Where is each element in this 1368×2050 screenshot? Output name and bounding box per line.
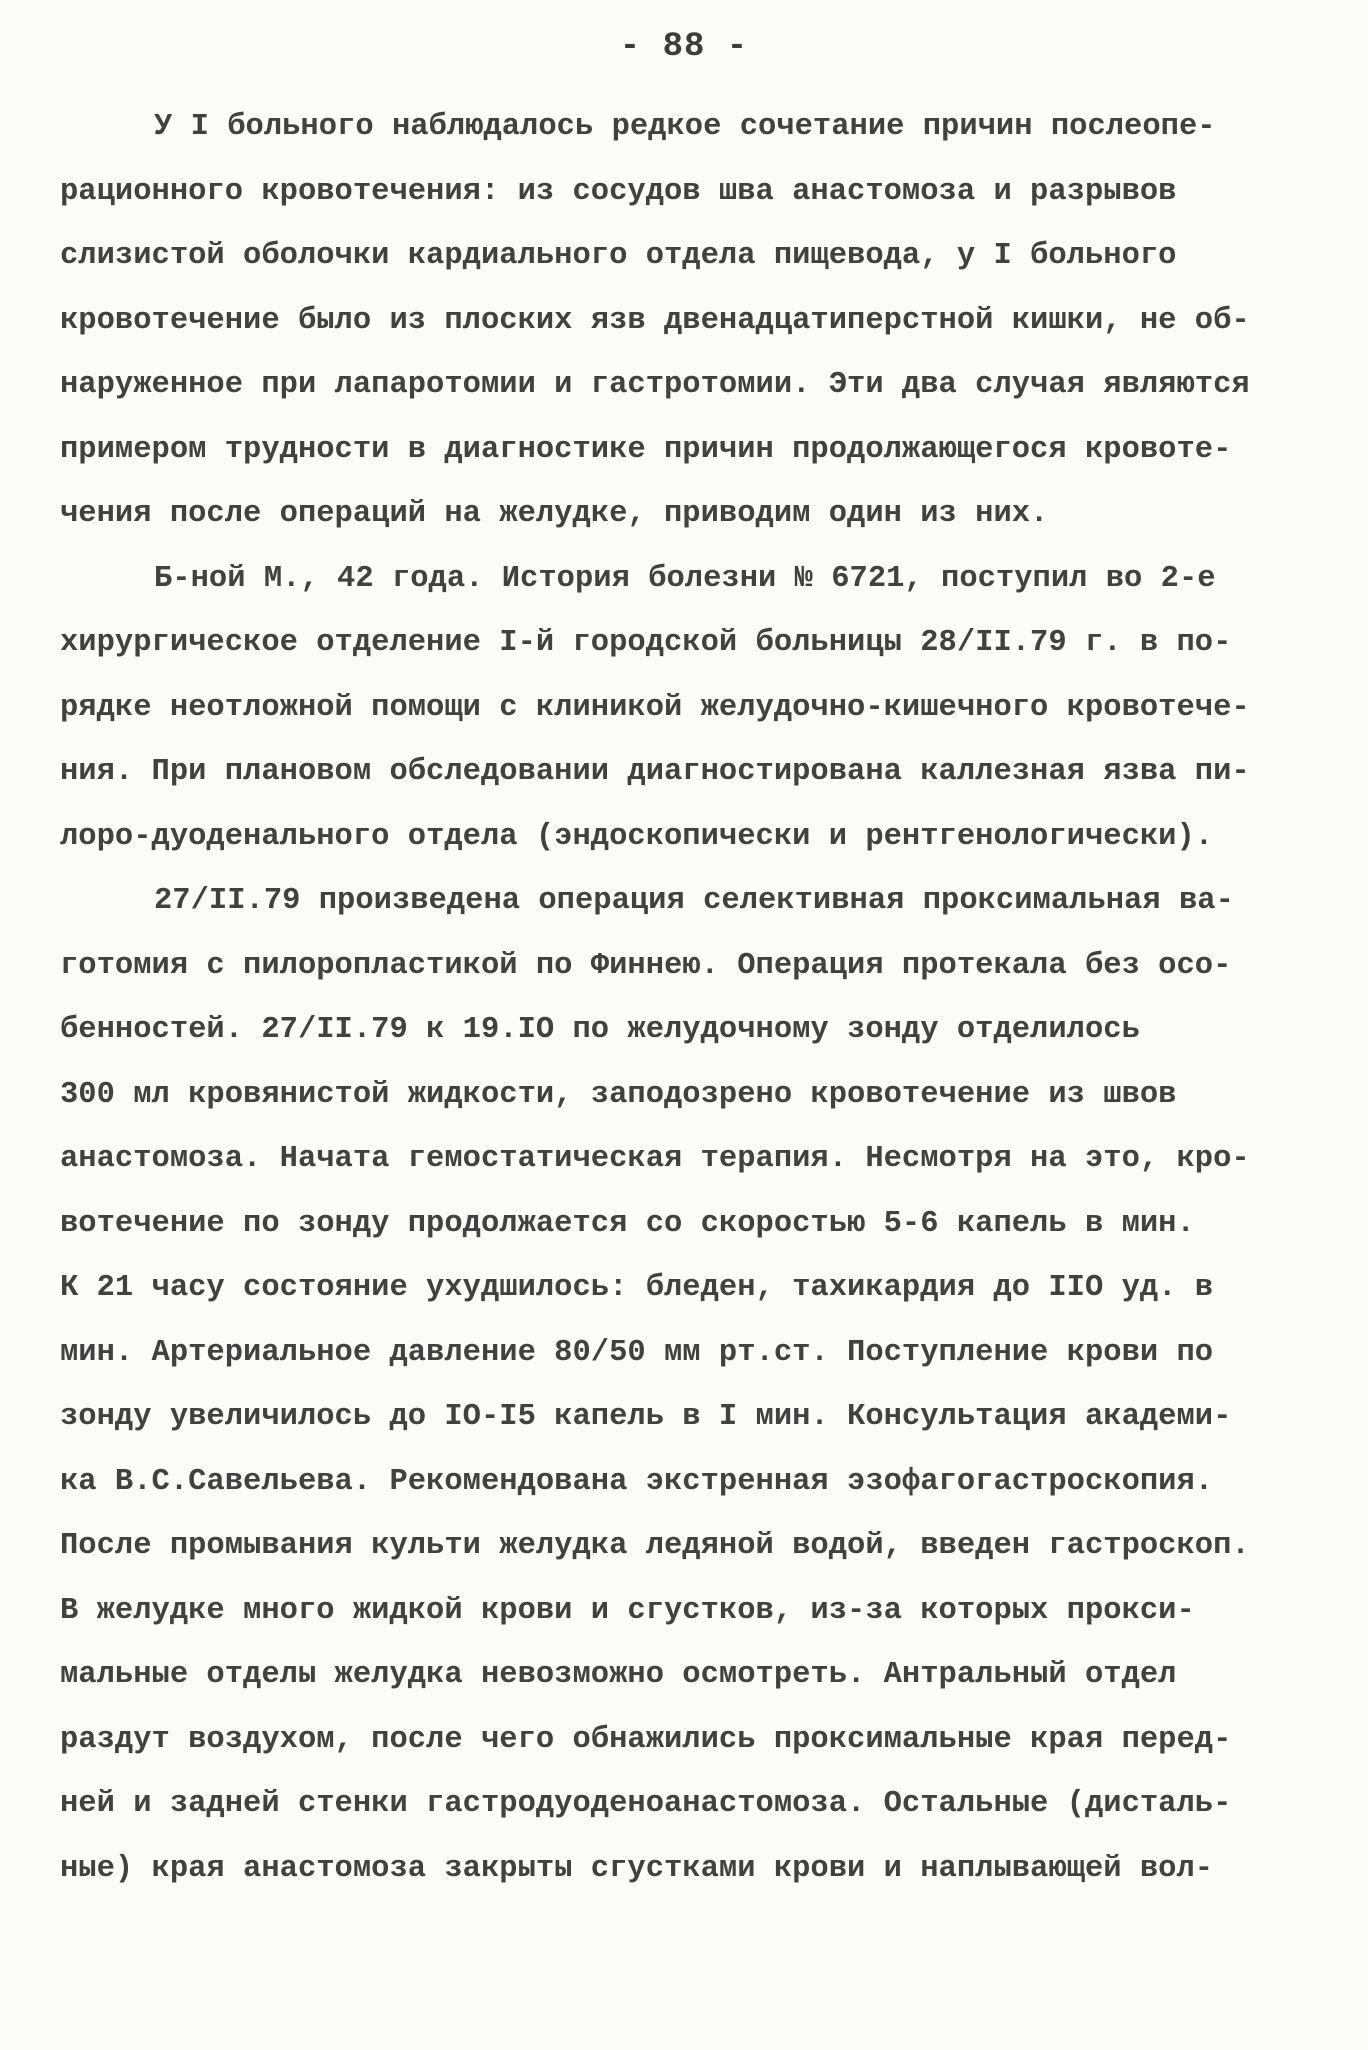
page-number: - 88 - xyxy=(619,28,749,66)
text-line: примером трудности в диагностике причин продолжающегося кровоте- xyxy=(60,432,1232,467)
text-line: раздут воздухом, после чего обнажились проксимальные края перед- xyxy=(60,1722,1232,1757)
text-line: ния. При плановом обследовании диагностирована каллезная язва пи- xyxy=(60,755,1250,789)
text-line: После промывания культи желудка ледяной водой, введен гастроскоп. xyxy=(60,1529,1250,1563)
text-line: бенностей. 27/II.79 к 19.IO по желудочному зонду отделилось xyxy=(60,1013,1140,1047)
text-line: мин. Артериальное давление 80/50 мм рт.ст. Поступление крови по xyxy=(60,1335,1214,1370)
text-line: К 21 часу состояние ухудшилось: бледен, тахикардия до IIO уд. в xyxy=(60,1271,1214,1305)
text-line: У I больного наблюдалось редкое сочетание причин послеопе- xyxy=(154,110,1216,144)
text-line: зонду увеличилось до IO-I5 капель в I мин. Консультация академи- xyxy=(60,1400,1232,1434)
text-line: 300 мл кровянистой жидкости, заподозрено кровотечение из швов xyxy=(60,1077,1177,1112)
text-line: чения после операций на желудке, приводим один из них. xyxy=(60,497,1049,531)
text-line: анастомоза. Начата гемостатическая терапия. Несмотря на это, кро- xyxy=(60,1142,1250,1176)
text-line: наруженное при лапаротомии и гастротомии. Эти два случая являются xyxy=(60,368,1250,402)
text-line: мальные отделы желудка невозможно осмотреть. Антральный отдел xyxy=(60,1658,1177,1692)
text-line: рядке неотложной помощи с клиникой желудочно-кишечного кровотече- xyxy=(60,690,1250,725)
text-line: готомия с пилоропластикой по Финнею. Операция протекала без осо- xyxy=(60,948,1232,983)
text-line: вотечение по зонду продолжается со скоростью 5-6 капель в мин. xyxy=(60,1206,1195,1241)
text-line: лоро-дуоденального отдела (эндоскопически и рентгенологически). xyxy=(60,819,1214,854)
body-text xyxy=(60,95,1310,1901)
text-line: слизистой оболочки кардиального отдела пищевода, у I больного xyxy=(60,239,1177,273)
text-line: кровотечение было из плоских язв двенадцатиперстной кишки, не об- xyxy=(60,303,1250,338)
text-line: ней и задней стенки гастродуоденоанастомоза. Остальные (дисталь- xyxy=(60,1787,1232,1821)
text-line: хирургическое отделение I-й городской больницы 28/II.79 г. в по- xyxy=(60,626,1232,660)
text-line: ка В.С.Савельева. Рекомендована экстренная эзофагогастроскопия. xyxy=(60,1464,1214,1499)
text-line: рационного кровотечения: из сосудов шва анастомоза и разрывов xyxy=(60,174,1177,209)
text-line: ные) края анастомоза закрыты сгустками крови и наплывающей вол- xyxy=(60,1851,1214,1886)
text-line: 27/II.79 произведена операция селективная проксимальная ва- xyxy=(154,884,1234,918)
text-line: Б-ной М., 42 года. История болезни № 6721, поступил во 2-е xyxy=(154,561,1216,596)
text-line: В желудке много жидкой крови и сгустков, из-за которых прокси- xyxy=(60,1593,1195,1628)
